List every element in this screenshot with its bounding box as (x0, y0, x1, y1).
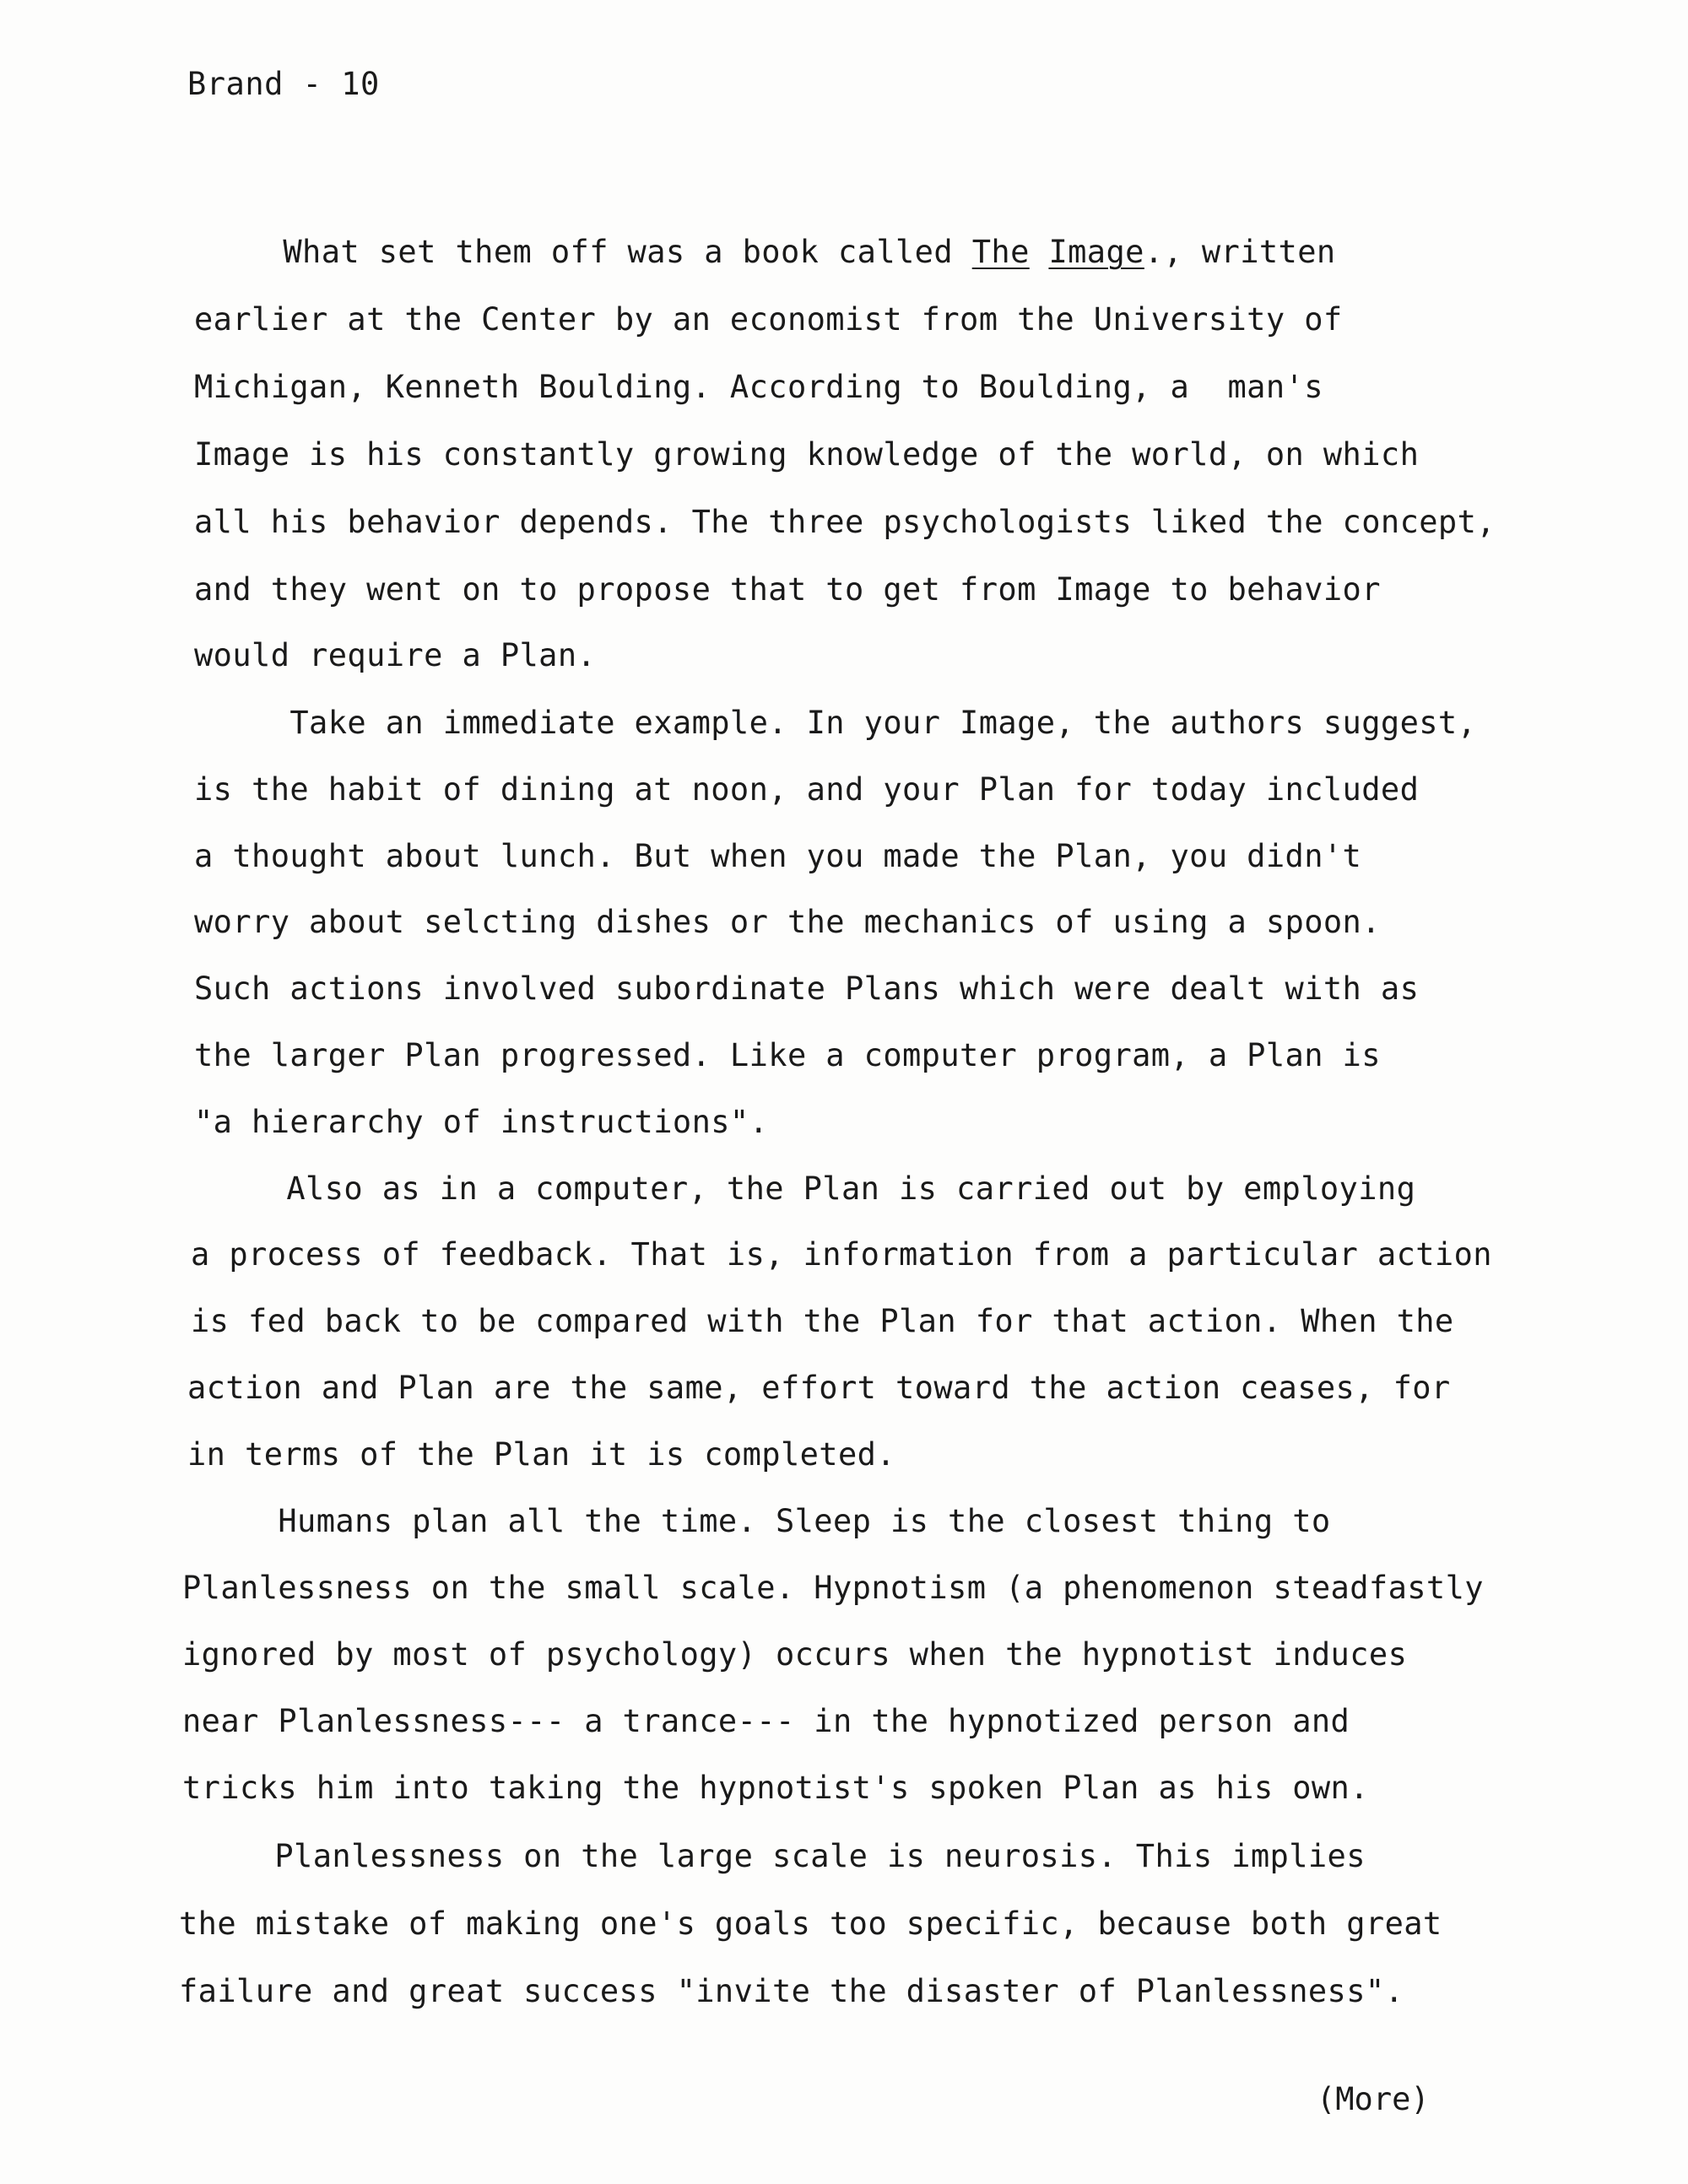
text-line-25: Planlessness on the large scale is neurosis. This implies (179, 1838, 1366, 1874)
text-line-26: the mistake of making one's goals too specific, because both great (179, 1906, 1442, 1942)
book-title-image: Image (1048, 234, 1144, 270)
text-line-22: ignored by most of psychology) occurs when the hypnotist induces (182, 1636, 1408, 1673)
text-line-27: failure and great success "invite the disaster of Planlessness". (179, 1973, 1404, 2009)
text-line-10: a thought about lunch. But when you made the Plan, you didn't (194, 838, 1362, 874)
more-marker: (More) (1317, 2081, 1430, 2117)
text-line-23: near Planlessness--- a trance--- in the hypnotized person and (182, 1703, 1350, 1739)
text-line-6: and they went on to propose that to get from Image to behavior (194, 571, 1381, 608)
text-line-20: Humans plan all the time. Sleep is the closest thing to (182, 1503, 1331, 1539)
text-line-21: Planlessness on the small scale. Hypnotism (a phenomenon steadfastly (182, 1570, 1484, 1606)
page-header: Brand - 10 (187, 66, 380, 102)
text-line-2: earlier at the Center by an economist from the University of (194, 301, 1343, 338)
text-line-9: is the habit of dining at noon, and your Plan for today included (194, 771, 1420, 808)
text-line-8: Take an immediate example. In your Image, the authors suggest, (194, 705, 1477, 741)
text-line-5: all his behavior depends. The three psychologists liked the concept, (194, 504, 1496, 540)
text-line-16: a process of feedback. That is, information from a particular action (191, 1236, 1492, 1273)
text-line-12: Such actions involved subordinate Plans which were dealt with as (194, 970, 1420, 1007)
text-line-24: tricks him into taking the hypnotist's spoken Plan as his own. (182, 1770, 1369, 1806)
text-line-1 (187, 236, 1336, 268)
text-line-7: would require a Plan. (194, 637, 597, 673)
text-line-11: worry about selcting dishes or the mechanics of using a spoon. (194, 904, 1381, 940)
line-1-end: ., written (1144, 234, 1336, 270)
text-line-17: is fed back to be compared with the Plan for that action. When the (191, 1303, 1454, 1339)
text-line-15: Also as in a computer, the Plan is carried out by employing (191, 1170, 1416, 1207)
text-line-18: action and Plan are the same, effort toward the action ceases, for (187, 1370, 1451, 1406)
text-line-14: "a hierarchy of instructions". (194, 1104, 769, 1140)
text-line-4: Image is his constantly growing knowledge of the world, on which (194, 436, 1420, 473)
line-1-start: What set them off was a book called (187, 234, 972, 270)
text-line-3: Michigan, Kenneth Boulding. According to Boulding, a man's (194, 369, 1323, 405)
text-line-19: in terms of the Plan it is completed. (187, 1436, 896, 1473)
text-line-13: the larger Plan progressed. Like a computer program, a Plan is (194, 1037, 1381, 1073)
book-title-the: The (971, 234, 1030, 270)
